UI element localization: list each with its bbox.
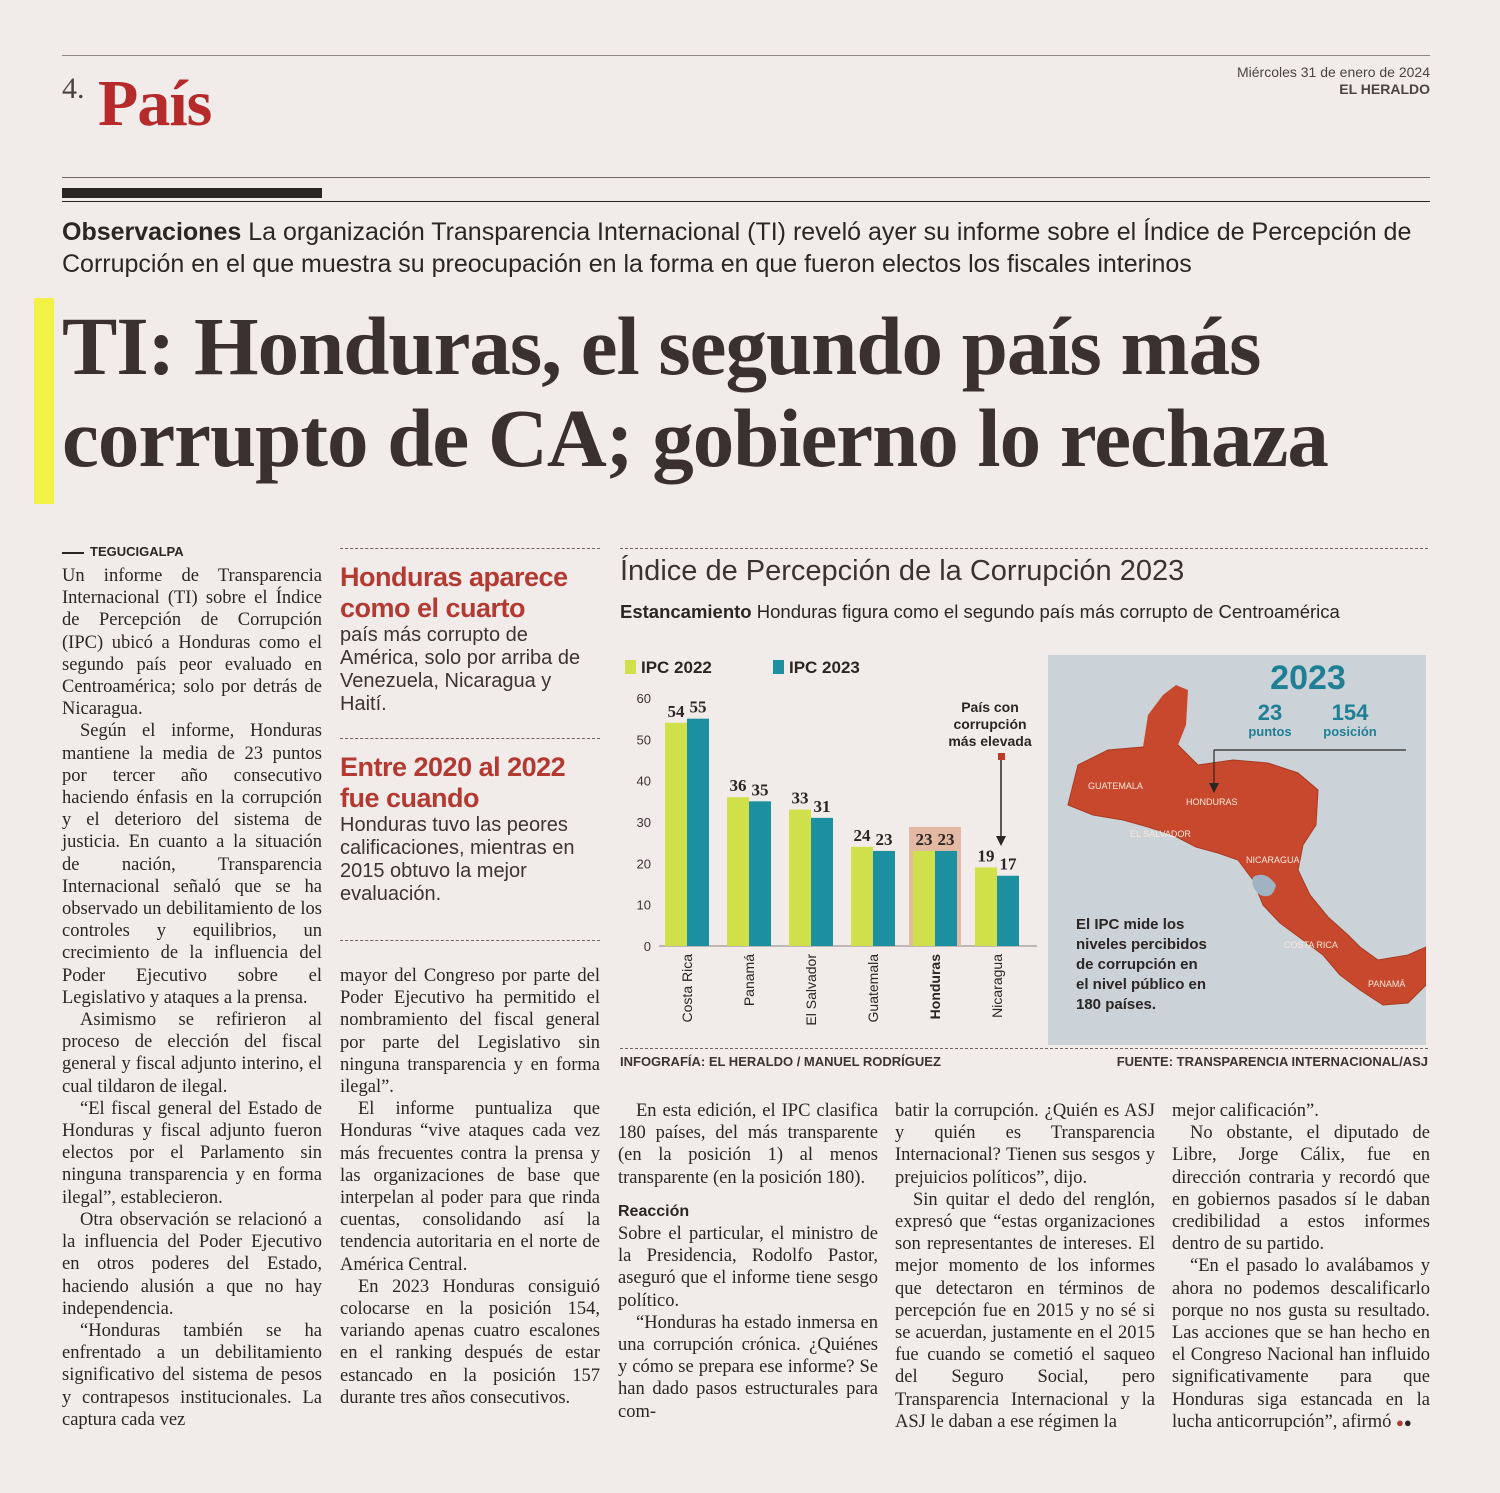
kicker xyxy=(62,216,1432,280)
paragraph: Sobre el particular, el ministro de la Presidencia, Rodolfo Pastor, aseguró que el informe tiene sesgo político. xyxy=(618,1224,878,1311)
map-note-line: El IPC mide los xyxy=(1076,916,1185,933)
bar xyxy=(913,851,935,946)
headline-line-2: corrupto de CA; gobierno lo rechaza xyxy=(62,392,1328,484)
category-label: Nicaragua xyxy=(989,954,1005,1018)
data-label: 36 xyxy=(729,776,747,796)
map-label: PANAMÁ xyxy=(1368,979,1406,989)
map-label: NICARAGUA xyxy=(1246,855,1300,865)
issue-date xyxy=(1237,64,1430,98)
yucatan-shape xyxy=(1143,685,1188,747)
sidebar-heading: Entre 2020 al 2022 fue cuando xyxy=(340,752,566,813)
map-year: 2023 xyxy=(1270,659,1346,697)
y-tick-label: 0 xyxy=(643,939,651,954)
map-note-line: el nivel público en xyxy=(1076,976,1207,993)
y-tick-label: 40 xyxy=(636,773,651,789)
bar xyxy=(749,801,771,946)
central-america-map xyxy=(1048,655,1426,1045)
data-label: 23 xyxy=(915,829,933,849)
paragraph-text: “En el pasado lo avalábamos y ahora no podemos descalificarlo porque no nos gusta su resultado. Las acciones que se han hecho en el Congreso Nacional han influido significativamente para que Honduras siga estancada en la lucha anticorrupción”, afirmó xyxy=(1172,1256,1430,1432)
y-tick-label: 50 xyxy=(636,732,651,748)
paragraph: “El fiscal general del Estado de Honduras y fiscal adjunto fueron electos por el Parlamento sin ninguna transparencia y en forma ilegal”, establecieron. xyxy=(62,1098,322,1208)
data-label: 23 xyxy=(937,829,955,849)
dateline: TEGUCIGALPA xyxy=(62,544,184,559)
paragraph: El informe puntualiza que Honduras “vive ataques cada vez más frecuentes contra la prensa y las organizaciones de base que interpelan al poder para que rinda cuentas, consolidando así la tendencia autoritaria en el norte de América Central. xyxy=(340,1099,600,1275)
data-label: 19 xyxy=(977,846,995,866)
paragraph: “Honduras ha estado inmersa en una corrupción crónica. ¿Quiénes y cómo se prepara ese informe? Se han dado pasos estructurales para com- xyxy=(618,1312,878,1422)
subtitle-label: Estancamiento xyxy=(620,601,752,622)
bar-chart xyxy=(620,650,1040,1035)
infographic-credit: INFOGRAFÍA: EL HERALDO / MANUEL RODRÍGUEZ xyxy=(620,1054,941,1069)
bar xyxy=(873,851,895,946)
y-tick-label: 30 xyxy=(636,815,651,830)
annotation-line: corrupción xyxy=(953,716,1027,732)
legend-swatch xyxy=(625,660,636,674)
sidebar-item xyxy=(340,562,600,716)
paragraph: Sin quitar el dedo del renglón, expresó que “estas organizaciones son representantes de intereses. El mejor momento de los informes que detectaron en términos de percepción fue en 2015 y no sé si se acuerdan, justamente en el 2015 fue cuando se cometió el saqueo del Seguro Social, pero Transparencia Internacional y la ASJ le daban a ese régimen la xyxy=(895,1189,1155,1432)
kicker-rule xyxy=(62,201,1430,202)
article-column-4 xyxy=(895,1100,1155,1433)
paragraph: mayor del Congreso por parte del Poder Ejecutivo ha permitido el nombramiento del fiscal general por parte del Legislativo sin ninguna transparencia y en forma ilegal”. xyxy=(340,966,600,1098)
end-mark: ● xyxy=(1395,1414,1404,1430)
y-tick-label: 20 xyxy=(636,856,651,872)
paragraph: mejor calificación”. xyxy=(1172,1101,1319,1121)
subheading: Reacción xyxy=(618,1202,690,1220)
data-label: 31 xyxy=(813,796,831,816)
map-note-line: 180 países. xyxy=(1076,996,1157,1013)
sidebar-text: Honduras tuvo las peores calificaciones, mientras en 2015 obtuvo la mejor evaluación. xyxy=(340,814,575,905)
kicker-bar xyxy=(62,188,322,198)
data-label: 54 xyxy=(667,701,685,721)
section-number: 4. xyxy=(62,72,85,105)
bar xyxy=(789,810,811,946)
bar xyxy=(975,867,997,946)
infographic-title: Índice de Percepción de la Corrupción 2023 xyxy=(620,555,1185,587)
paragraph xyxy=(1172,1255,1430,1434)
category-label: Costa Rica xyxy=(679,954,695,1023)
y-tick-label: 10 xyxy=(636,897,651,913)
sidebar-text: país más corrupto de América, solo por arriba de Venezuela, Nicaragua y Haití. xyxy=(340,624,581,715)
infographic-source: FUENTE: TRANSPARENCIA INTERNACIONAL/ASJ xyxy=(1116,1054,1428,1069)
paragraph: En esta edición, el IPC clasifica 180 países, del más transparente (en la posición 1) al menos transparente (en la posición 180). xyxy=(618,1101,878,1188)
bar xyxy=(665,723,687,946)
section-name: País xyxy=(98,67,212,140)
annotation-line: más elevada xyxy=(948,733,1032,749)
category-label: Guatemala xyxy=(865,954,881,1023)
bar xyxy=(811,818,833,946)
subtitle-text: Honduras figura como el segundo país más corrupto de Centroamérica xyxy=(756,601,1340,622)
data-label: 33 xyxy=(791,788,809,808)
category-label: El Salvador xyxy=(803,954,819,1026)
legend-swatch xyxy=(773,660,784,674)
paragraph: Otra observación se relacionó a la influencia del Poder Ejecutivo en otros poderes del Estado, haciendo alusión a que no hay independencia. xyxy=(62,1209,322,1319)
category-label: Panamá xyxy=(741,954,757,1007)
map-note-line: de corrupción en xyxy=(1076,956,1198,973)
bar xyxy=(935,851,957,946)
paragraph: Asimismo se refirieron al proceso de elección del fiscal general y fiscal adjunto interino, el cual tildaron de ilegal. xyxy=(62,1010,322,1097)
paragraph: Según el informe, Honduras mantiene la media de 23 puntos por tercer año consecutivo haciendo énfasis en la corrupción y el deterioro del sistema de justicia. En cuanto a la situación de nación, Transparencia Internacional señaló que se ha observado un debilitamiento de los controles y equilibrios, un crecimiento de la influencia del Poder Ejecutivo sobre el Legislativo y ataques a la prensa. xyxy=(62,721,322,1008)
article-column-3 xyxy=(618,1100,878,1423)
map-position-value: 154 xyxy=(1331,700,1369,725)
category-label: Honduras xyxy=(927,954,943,1020)
data-label: 55 xyxy=(689,697,707,717)
map-label: COSTA RICA xyxy=(1284,940,1338,950)
map-label: EL SALVADOR xyxy=(1130,829,1191,839)
annotation-line: País con xyxy=(961,699,1019,715)
map-note-line: niveles percibidos xyxy=(1076,936,1207,953)
publication-name: EL HERALDO xyxy=(1339,81,1430,97)
annotation-marker xyxy=(998,753,1005,760)
bar xyxy=(687,719,709,946)
paragraph: “Honduras también se ha enfrentado a un debilitamiento significativo del sistema de pesos y contrapesos institucionales. La captura cada vez xyxy=(62,1320,322,1430)
paragraph: Un informe de Transparencia Internacional (TI) sobre el Índice de Percepción de Corrupción (IPC) ubicó a Honduras como el segundo país peor evaluado en Centroamérica; solo por detrás de Nicaragua. xyxy=(62,566,322,720)
annotation-arrow-head xyxy=(996,836,1006,846)
paragraph: batir la corrupción. ¿Quién es ASJ y quién es Transparencia Internacional? Tienen sus sesgos y prejuicios políticos”, dijo. xyxy=(895,1101,1155,1188)
headline-line-1: TI: Honduras, el segundo país más xyxy=(62,300,1261,392)
kicker-text: La organización Transparencia Internacional (TI) reveló ayer su informe sobre el Índice de Percepción de Corrupción en el que muestra su preocupación en la forma en que fueron electos los fiscales interinos xyxy=(62,218,1412,278)
paragraph: No obstante, el diputado de Libre, Jorge Cálix, fue en dirección contraria y recordó que en gobiernos pasados sí le daban credibilidad a estos informes dentro de su partido. xyxy=(1172,1123,1430,1255)
map-label: HONDURAS xyxy=(1186,797,1238,807)
data-label: 35 xyxy=(751,780,769,800)
map-label: GUATEMALA xyxy=(1088,781,1143,791)
map-panel xyxy=(1048,655,1426,1045)
headline xyxy=(62,300,1442,484)
paragraph: En 2023 Honduras consiguió colocarse en la posición 154, variando apenas cuatro escalones en el ranking después de estar estancado en la posición 157 durante tres años consecutivos. xyxy=(340,1276,600,1408)
bar xyxy=(727,797,749,946)
date-text: Miércoles 31 de enero de 2024 xyxy=(1236,64,1430,80)
legend-label: IPC 2022 xyxy=(641,658,712,677)
map-points-value: 23 xyxy=(1257,700,1283,725)
data-label: 17 xyxy=(999,854,1017,874)
highlighter-mark xyxy=(34,298,54,504)
article-column-2 xyxy=(340,965,600,1409)
data-label: 24 xyxy=(853,825,871,845)
sidebar-heading: Honduras aparece como el cuarto xyxy=(340,562,568,623)
end-mark: ● xyxy=(1403,1414,1412,1430)
data-label: 23 xyxy=(875,829,893,849)
bar xyxy=(851,847,873,946)
map-position-label: posición xyxy=(1323,724,1377,739)
article-column-1 xyxy=(62,565,322,1431)
chart-annotation xyxy=(948,699,1031,846)
infographic-subtitle xyxy=(620,601,1340,623)
bar xyxy=(997,876,1019,946)
legend-label: IPC 2023 xyxy=(789,658,860,677)
sidebar-item xyxy=(340,752,600,906)
map-points-label: puntos xyxy=(1248,724,1292,739)
y-tick-label: 60 xyxy=(636,691,651,706)
article-column-5 xyxy=(1172,1100,1430,1434)
kicker-label: Observaciones xyxy=(62,218,242,246)
